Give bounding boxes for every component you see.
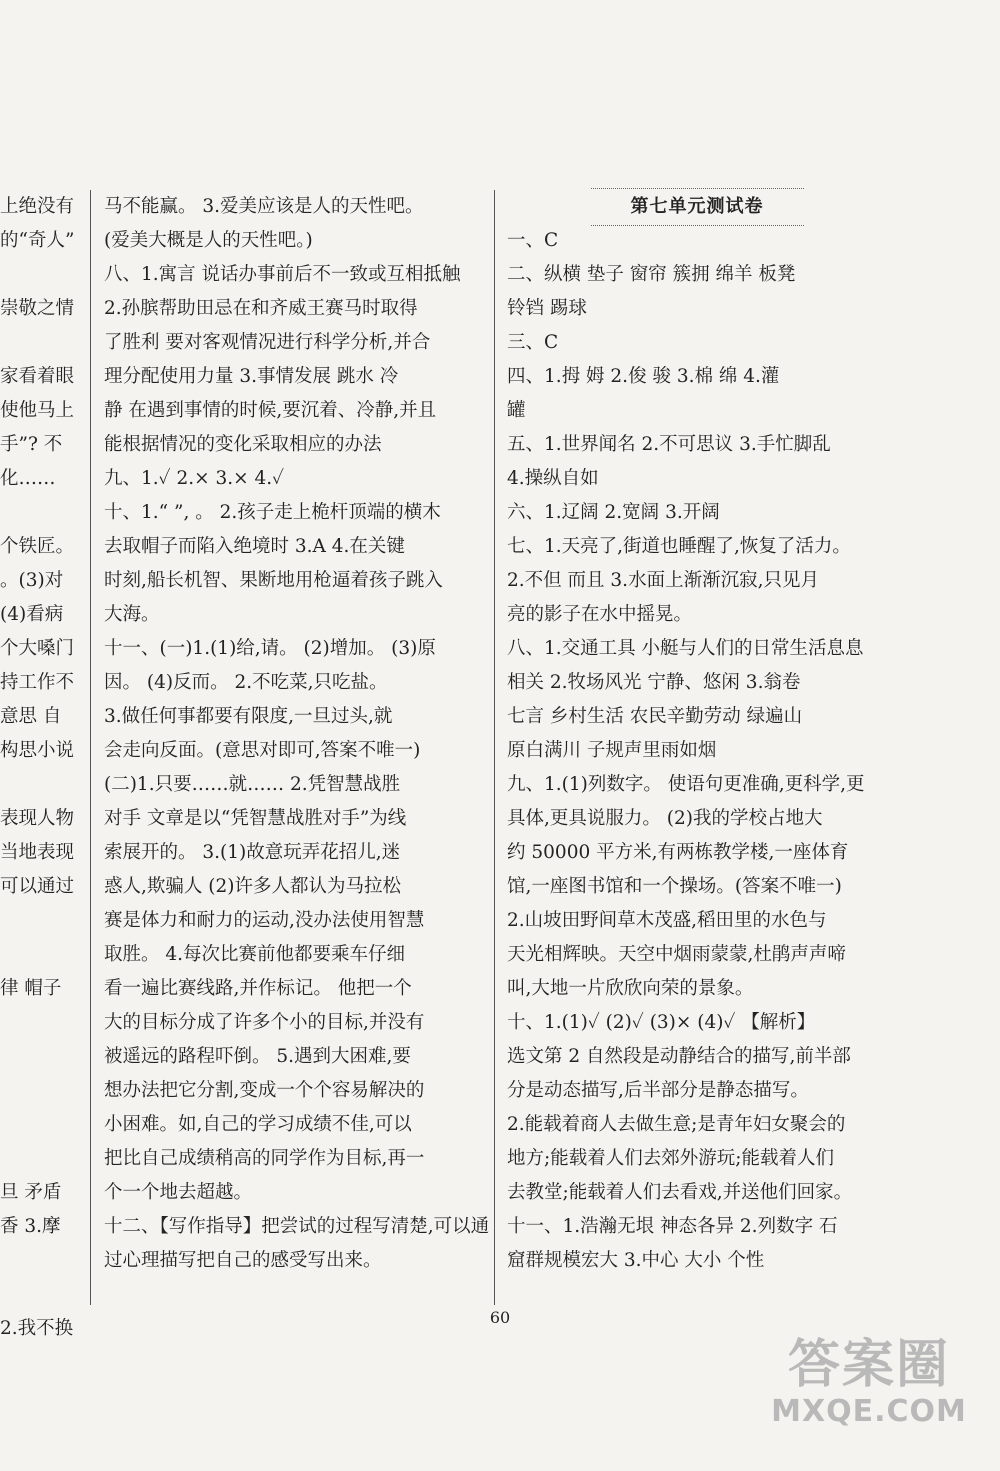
answer-line: 把比自己成绩稍高的同学作为目标,再一 bbox=[104, 1148, 425, 1169]
answer-line: 因。 (4)反而。 2.不吃菜,只吃盐。 bbox=[104, 672, 388, 693]
answer-line: 过心理描写把自己的感受写出来。 bbox=[104, 1250, 382, 1271]
answer-line: 想办法把它分割,变成一个个容易解决的 bbox=[104, 1080, 425, 1101]
answer-line: 十一、(一)1.(1)给,请。 (2)增加。 (3)原 bbox=[104, 638, 436, 659]
answer-line: 时刻,船长机智、果断地用枪逼着孩子跳入 bbox=[104, 570, 443, 591]
answer-line: 崇敬之情 bbox=[0, 298, 75, 319]
answer-line: 。(3)对 bbox=[0, 570, 64, 591]
answer-line: 取胜。 4.每次比赛前他都要乘车仔细 bbox=[104, 944, 406, 965]
answer-line bbox=[0, 258, 78, 292]
answer-line bbox=[0, 1108, 78, 1142]
answer-line: 选文第 2 自然段是动静结合的描写,前半部 bbox=[507, 1046, 851, 1067]
answer-line bbox=[0, 768, 78, 802]
answer-line: (二)1.只要……就…… 2.凭智慧战胜 bbox=[104, 774, 401, 795]
answer-line: 马不能赢。 3.爱美应该是人的天性吧。 bbox=[104, 196, 424, 217]
answer-line: 大的目标分成了许多个小的目标,并没有 bbox=[104, 1012, 425, 1033]
answer-line: 分是动态描写,后半部分是静态描写。 bbox=[507, 1080, 809, 1101]
answer-line: 可以通过 bbox=[0, 876, 75, 897]
answer-line: 十二、【写作指导】把尝试的过程写清楚,可以通 bbox=[104, 1216, 490, 1237]
answer-line: 2.孙膑帮助田忌在和齐威王赛马时取得 bbox=[104, 298, 418, 319]
answer-line: (4)看病 bbox=[0, 604, 64, 625]
answer-line: 约 50000 平方米,有两栋教学楼,一座体育 bbox=[507, 842, 849, 863]
answer-line: 的“奇人” bbox=[0, 230, 75, 251]
answer-line: 4.操纵自如 bbox=[507, 468, 599, 489]
answer-line bbox=[0, 326, 78, 360]
answer-line: 律 帽子 bbox=[0, 978, 62, 999]
answer-line: 十、1.“ ”, 。 2.孩子走上桅杆顶端的横木 bbox=[104, 502, 441, 523]
answer-line: 2.我不换 bbox=[0, 1318, 74, 1339]
answer-line: 具体,更具说服力。 (2)我的学校占地大 bbox=[507, 808, 823, 829]
answer-line: 馆,一座图书馆和一个操场。(答案不唯一) bbox=[507, 876, 842, 897]
answer-line: 2.能载着商人去做生意;是青年妇女聚会的 bbox=[507, 1114, 846, 1135]
answer-line: 一、C bbox=[507, 230, 559, 251]
answer-line: 原白满川 子规声里雨如烟 bbox=[507, 740, 717, 761]
answer-line: 惑人,欺骗人 (2)许多人都认为马拉松 bbox=[104, 876, 401, 897]
answer-line bbox=[0, 904, 78, 938]
answer-line bbox=[0, 938, 78, 972]
answer-line: 去教堂;能载着人们去看戏,并送他们回家。 bbox=[507, 1182, 853, 1203]
answer-line: 意思 自 bbox=[0, 706, 62, 727]
answer-line: 十、1.(1)✓ (2)✓ (3)× (4)✓ 【解析】 bbox=[507, 1012, 816, 1033]
watermark-text: 答案圈 bbox=[787, 1335, 950, 1395]
answer-line: 七言 乡村生活 农民辛勤劳动 绿遍山 bbox=[507, 706, 803, 727]
section-title: 第七单元测试卷 bbox=[591, 188, 804, 226]
answer-line: (爱美大概是人的天性吧。) bbox=[104, 230, 313, 251]
answer-line: 五、1.世界闻名 2.不可思议 3.手忙脚乱 bbox=[507, 434, 831, 455]
answer-line: 叫,大地一片欣欣向荣的景象。 bbox=[507, 978, 754, 999]
answer-line: 三、C bbox=[507, 332, 559, 353]
answer-line: 对手 文章是以“凭智慧战胜对手”为线 bbox=[104, 808, 407, 829]
answer-line: 2.山坡田野间草木茂盛,稻田里的水色与 bbox=[507, 910, 827, 931]
answer-line: 手”? 不 bbox=[0, 434, 63, 455]
answer-line: 个一个地去超越。 bbox=[104, 1182, 253, 1203]
answer-line: 静 在遇到事情的时候,要沉着、冷静,并且 bbox=[104, 400, 437, 421]
right-column bbox=[507, 190, 887, 1278]
answer-line: 窟群规模宏大 3.中心 大小 个性 bbox=[507, 1250, 765, 1271]
answer-line: 地方;能载着人们去郊外游玩;能载着人们 bbox=[507, 1148, 834, 1169]
answer-line: 赛是体力和耐力的运动,没办法使用智慧 bbox=[104, 910, 425, 931]
answer-line: 六、1.辽阔 2.宽阔 3.开阔 bbox=[507, 502, 720, 523]
answer-line: 小困难。如,自己的学习成绩不佳,可以 bbox=[104, 1114, 412, 1135]
answer-line: 当地表现 bbox=[0, 842, 75, 863]
answer-line: 理分配使用力量 3.事情发展 跳水 冷 bbox=[104, 366, 399, 387]
answer-line bbox=[0, 1006, 78, 1040]
column-divider-right bbox=[494, 190, 495, 1305]
answer-line: 索展开的。 3.(1)故意玩弄花招儿,迷 bbox=[104, 842, 401, 863]
answer-line: 香 3.摩 bbox=[0, 1216, 61, 1237]
answer-line: 四、1.拇 姆 2.俊 骏 3.棉 绵 4.灌 bbox=[507, 366, 780, 387]
answer-line: 天光相辉映。天空中烟雨蒙蒙,杜鹃声声啼 bbox=[507, 944, 846, 965]
answer-line: 亮的影子在水中摇晃。 bbox=[507, 604, 693, 625]
left-column-cropped bbox=[0, 190, 78, 1346]
answer-line: 会走向反面。(意思对即可,答案不唯一) bbox=[104, 740, 421, 761]
answer-line: 罐 bbox=[507, 400, 526, 421]
watermark-url: MXQE.COM bbox=[771, 1394, 967, 1429]
answer-line: 大海。 bbox=[104, 604, 160, 625]
answer-line: 旦 矛盾 bbox=[0, 1182, 62, 1203]
answer-line: 个铁匠。 bbox=[0, 536, 75, 557]
answer-line: 八、1.交通工具 小艇与人们的日常生活息息 bbox=[507, 638, 864, 659]
answer-line: 个大嗓门 bbox=[0, 638, 75, 659]
column-divider-left bbox=[90, 190, 91, 1305]
answer-line bbox=[0, 1244, 78, 1278]
answer-line: 被遥远的路程吓倒。 5.遇到大困难,要 bbox=[104, 1046, 411, 1067]
answer-line: 3.做任何事都要有限度,一旦过头,就 bbox=[104, 706, 393, 727]
answer-line: 九、1.(1)列数字。 使语句更准确,更科学,更 bbox=[507, 774, 865, 795]
answer-line: 构思小说 bbox=[0, 740, 75, 761]
answer-line: 二、纵横 垫子 窗帘 簇拥 绵羊 板凳 bbox=[507, 264, 796, 285]
answer-line bbox=[0, 496, 78, 530]
answer-line: 十一、1.浩瀚无垠 神态各异 2.列数字 石 bbox=[507, 1216, 838, 1237]
middle-column bbox=[104, 190, 490, 1278]
answer-line: 看一遍比赛线路,并作标记。 他把一个 bbox=[104, 978, 412, 999]
answer-line: 上绝没有 bbox=[0, 196, 75, 217]
answer-line: 使他马上 bbox=[0, 400, 75, 421]
answer-line: 化…… bbox=[0, 468, 56, 489]
answer-line: 表现人物 bbox=[0, 808, 75, 829]
answer-line: 铃铛 踢球 bbox=[507, 298, 587, 319]
page-number: 60 bbox=[489, 1308, 511, 1327]
answer-line: 相关 2.牧场风光 宁静、悠闲 3.翁卷 bbox=[507, 672, 801, 693]
answer-line: 2.不但 而且 3.水面上渐渐沉寂,只见月 bbox=[507, 570, 819, 591]
answer-line: 家看着眼 bbox=[0, 366, 75, 387]
answer-line: 九、1.✓ 2.× 3.× 4.✓ bbox=[104, 468, 285, 489]
answer-line: 去取帽子而陷入绝境时 3.A 4.在关键 bbox=[104, 536, 405, 557]
answer-line bbox=[0, 1074, 78, 1108]
watermark-logo bbox=[764, 1335, 974, 1445]
answer-line: 了胜利 要对客观情况进行科学分析,并合 bbox=[104, 332, 431, 353]
answer-line: 七、1.天亮了,街道也睡醒了,恢复了活力。 bbox=[507, 536, 851, 557]
answer-line bbox=[0, 1040, 78, 1074]
answer-line: 持工作不 bbox=[0, 672, 75, 693]
answer-line bbox=[0, 1142, 78, 1176]
answer-line: 八、1.寓言 说话办事前后不一致或互相抵触 bbox=[104, 264, 461, 285]
answer-line: 能根据情况的变化采取相应的办法 bbox=[104, 434, 382, 455]
answer-line bbox=[0, 1278, 78, 1312]
